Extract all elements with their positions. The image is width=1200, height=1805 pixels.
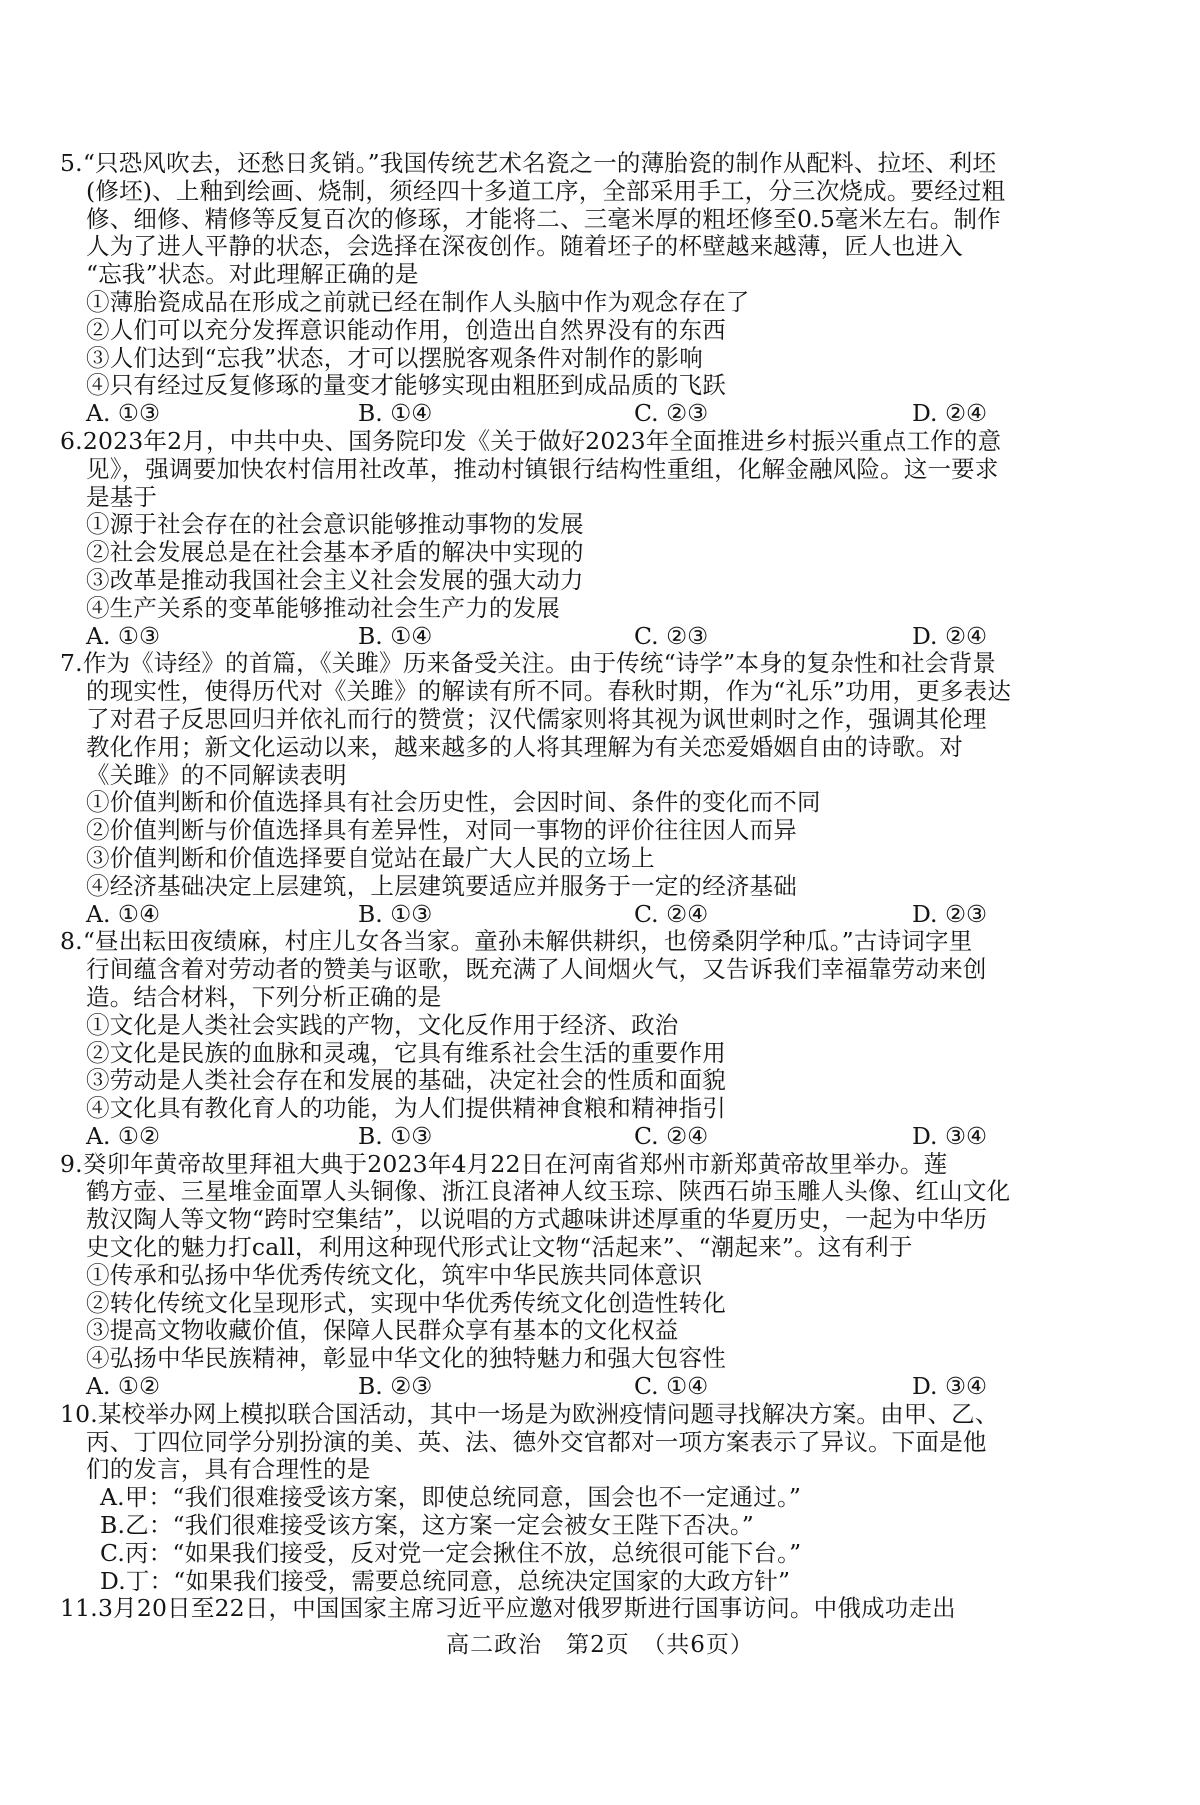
statement-line: ③改革是推动我国社会主义社会发展的强大动力 (86, 565, 584, 594)
question-stem-line: 修、细修、精修等反复百次的修琢，才能将二、三毫米厚的粗坯修至0.5毫米左右。制作 (86, 204, 1001, 233)
choice-d[interactable]: D. ②④ (912, 399, 988, 428)
choice-b[interactable]: B. ①④ (358, 399, 433, 428)
option-line: D.丁：“如果我们接受，需要总统同意，总统决定国家的大政方针” (100, 1566, 791, 1595)
question-stem-line: 造。结合材料，下列分析正确的是 (86, 982, 442, 1011)
option-line: A.甲：“我们很难接受该方案，即使总统同意，国会也不一定通过。” (100, 1483, 802, 1512)
statement-line: ④生产关系的变革能够推动社会生产力的发展 (86, 593, 560, 622)
question-stem-line: 见》，强调要加快农村信用社改革，推动村镇银行结构性重组，化解金融风险。这一要求 (86, 454, 999, 483)
statement-line: ①薄胎瓷成品在形成之前就已经在制作人头脑中作为观念存在了 (86, 287, 750, 316)
question-stem-line: 史文化的魅力打call，利用这种现代形式让文物“活起来”、“潮起来”。这有利于 (86, 1233, 913, 1262)
choice-c[interactable]: C. ②③ (634, 399, 709, 428)
statement-line: ②社会发展总是在社会基本矛盾的解决中实现的 (86, 538, 584, 567)
question-stem-line: 10.某校举办网上模拟联合国活动，其中一场是为欧洲疫情问题寻找解决方案。由甲、乙、 (60, 1399, 999, 1428)
statement-line: ②转化传统文化呈现形式，实现中华优秀传统文化创造性转化 (86, 1288, 726, 1317)
answer-choices-row (60, 901, 1120, 929)
question-stem-line: 们的发言，具有合理性的是 (86, 1455, 371, 1484)
statement-line: ②人们可以充分发挥意识能动作用，创造出自然界没有的东西 (86, 315, 726, 344)
choice-c[interactable]: C. ②③ (634, 621, 709, 650)
statement-line: ④经济基础决定上层建筑，上层建筑要适应并服务于一定的经济基础 (86, 871, 797, 900)
question-stem-line: 的现实性，使得历代对《关雎》的解读有所不同。春秋时期，作为“礼乐”功用，更多表达 (86, 677, 1012, 706)
statement-line: ①价值判断和价值选择具有社会历史性，会因时间、条件的变化而不同 (86, 788, 821, 817)
statement-line: ③提高文物收藏价值，保障人民群众享有基本的文化权益 (86, 1316, 679, 1345)
question-stem-line: 7.作为《诗经》的首篇，《关雎》历来备受关注。由于传统“诗学”本身的复杂性和社会背景 (60, 649, 997, 678)
statement-line: ④文化具有教化育人的功能，为人们提供精神食粮和精神指引 (86, 1094, 726, 1123)
questions-content (60, 150, 1120, 1623)
choice-d[interactable]: D. ②④ (912, 621, 988, 650)
question-stem-line: 《关雎》的不同解读表明 (86, 760, 347, 789)
statement-line: ②价值判断与价值选择具有差异性，对同一事物的评价往往因人而异 (86, 816, 797, 845)
statement-line: ②文化是民族的血脉和灵魂，它具有维系社会生活的重要作用 (86, 1038, 726, 1067)
answer-choices-row (60, 400, 1120, 428)
statement-line: ①传承和弘扬中华优秀传统文化，筑牢中华民族共同体意识 (86, 1260, 703, 1289)
question-stem-line: (修坯)、上釉到绘画、烧制，须经四十多道工序，全部采用手工，分三次烧成。要经过粗 (86, 176, 1006, 205)
choice-c[interactable]: C. ②④ (634, 1121, 709, 1150)
question-stem-line: 11.3月20日至22日，中国国家主席习近平应邀对俄罗斯进行国事访问。中俄成功走出 (60, 1594, 956, 1623)
page-footer: 高二政治 第2页 （共6页） (446, 1632, 754, 1658)
option-line: C.丙：“如果我们接受，反对党一定会揪住不放，总统很可能下台。” (100, 1538, 802, 1567)
choice-b[interactable]: B. ②③ (358, 1372, 433, 1401)
choice-c[interactable]: C. ①④ (634, 1372, 709, 1401)
question-stem-line: 敖汉陶人等文物“跨时空集结”，以说唱的方式趣味讲述厚重的华夏历史，一起为中华历 (86, 1205, 988, 1234)
choice-d[interactable]: D. ③④ (912, 1372, 988, 1401)
choice-a[interactable]: A. ①② (86, 1372, 161, 1401)
question-stem-line: 8.“昼出耘田夜绩麻，村庄儿女各当家。童孙未解供耕织，也傍桑阴学种瓜。”古诗词字里 (60, 927, 973, 956)
statement-line: ①文化是人类社会实践的产物，文化反作用于经济、政治 (86, 1010, 679, 1039)
question-stem-line: 鹤方壶、三星堆金面罩人头铜像、浙江良渚神人纹玉琮、陕西石峁玉雕人头像、红山文化 (86, 1177, 1011, 1206)
choice-b[interactable]: B. ①③ (358, 1121, 433, 1150)
statement-line: ③劳动是人类社会存在和发展的基础，决定社会的性质和面貌 (86, 1066, 726, 1095)
question-stem-line: 丙、丁四位同学分别扮演的美、英、法、德外交官都对一项方案表示了异议。下面是他 (86, 1427, 987, 1456)
statement-line: ③价值判断和价值选择要自觉站在最广大人民的立场上 (86, 843, 655, 872)
option-line: B.乙：“我们很难接受该方案，这方案一定会被女王陛下否决。” (100, 1511, 755, 1540)
question-stem-line: 了对君子反思回归并依礼而行的赞赏；汉代儒家则将其视为讽世刺时之作，强调其伦理 (86, 704, 987, 733)
question-stem-line: 是基于 (86, 482, 158, 511)
choice-b[interactable]: B. ①④ (358, 621, 433, 650)
choice-d[interactable]: D. ③④ (912, 1121, 988, 1150)
question-stem-line: “忘我”状态。对此理解正确的是 (86, 260, 419, 289)
choice-a[interactable]: A. ①② (86, 1121, 161, 1150)
choice-d[interactable]: D. ②③ (912, 899, 988, 928)
statement-line: ④弘扬中华民族精神，彰显中华文化的独特魅力和强大包容性 (86, 1344, 726, 1373)
choice-a[interactable]: A. ①④ (86, 899, 161, 928)
choice-c[interactable]: C. ②④ (634, 899, 709, 928)
answer-choices-row (60, 1373, 1120, 1401)
question-stem-line: 6.2023年2月，中共中央、国务院印发《关于做好2023年全面推进乡村振兴重点工作的意 (60, 426, 1002, 455)
choice-b[interactable]: B. ①③ (358, 899, 433, 928)
question-stem-line: 人为了进人平静的状态，会选择在深夜创作。随着坯子的杯壁越来越薄，匠人也进入 (86, 232, 963, 261)
question-stem-line: 5.“只恐风吹去，还愁日炙销。”我国传统艺术名瓷之一的薄胎瓷的制作从配料、拉坯、利坯 (60, 149, 997, 177)
choice-a[interactable]: A. ①③ (86, 621, 161, 650)
choice-a[interactable]: A. ①③ (86, 399, 161, 428)
statement-line: ④只有经过反复修琢的量变才能够实现由粗胚到成品质的飞跃 (86, 371, 726, 400)
statement-line: ③人们达到“忘我”状态，才可以摆脱客观条件对制作的影响 (86, 343, 703, 372)
statement-line: ①源于社会存在的社会意识能够推动事物的发展 (86, 510, 584, 539)
answer-choices-row (60, 1123, 1120, 1151)
answer-choices-row (60, 623, 1120, 651)
question-stem-line: 9.癸卯年黄帝故里拜祖大典于2023年4月22日在河南省郑州市新郑黄帝故里举办。莲 (60, 1149, 948, 1178)
question-stem-line: 教化作用；新文化运动以来，越来越多的人将其理解为有关恋爱婚姻自由的诗歌。对 (86, 732, 963, 761)
question-stem-line: 行间蕴含着对劳动者的赞美与讴歌，既充满了人间烟火气，又告诉我们幸福靠劳动来创 (86, 955, 987, 984)
